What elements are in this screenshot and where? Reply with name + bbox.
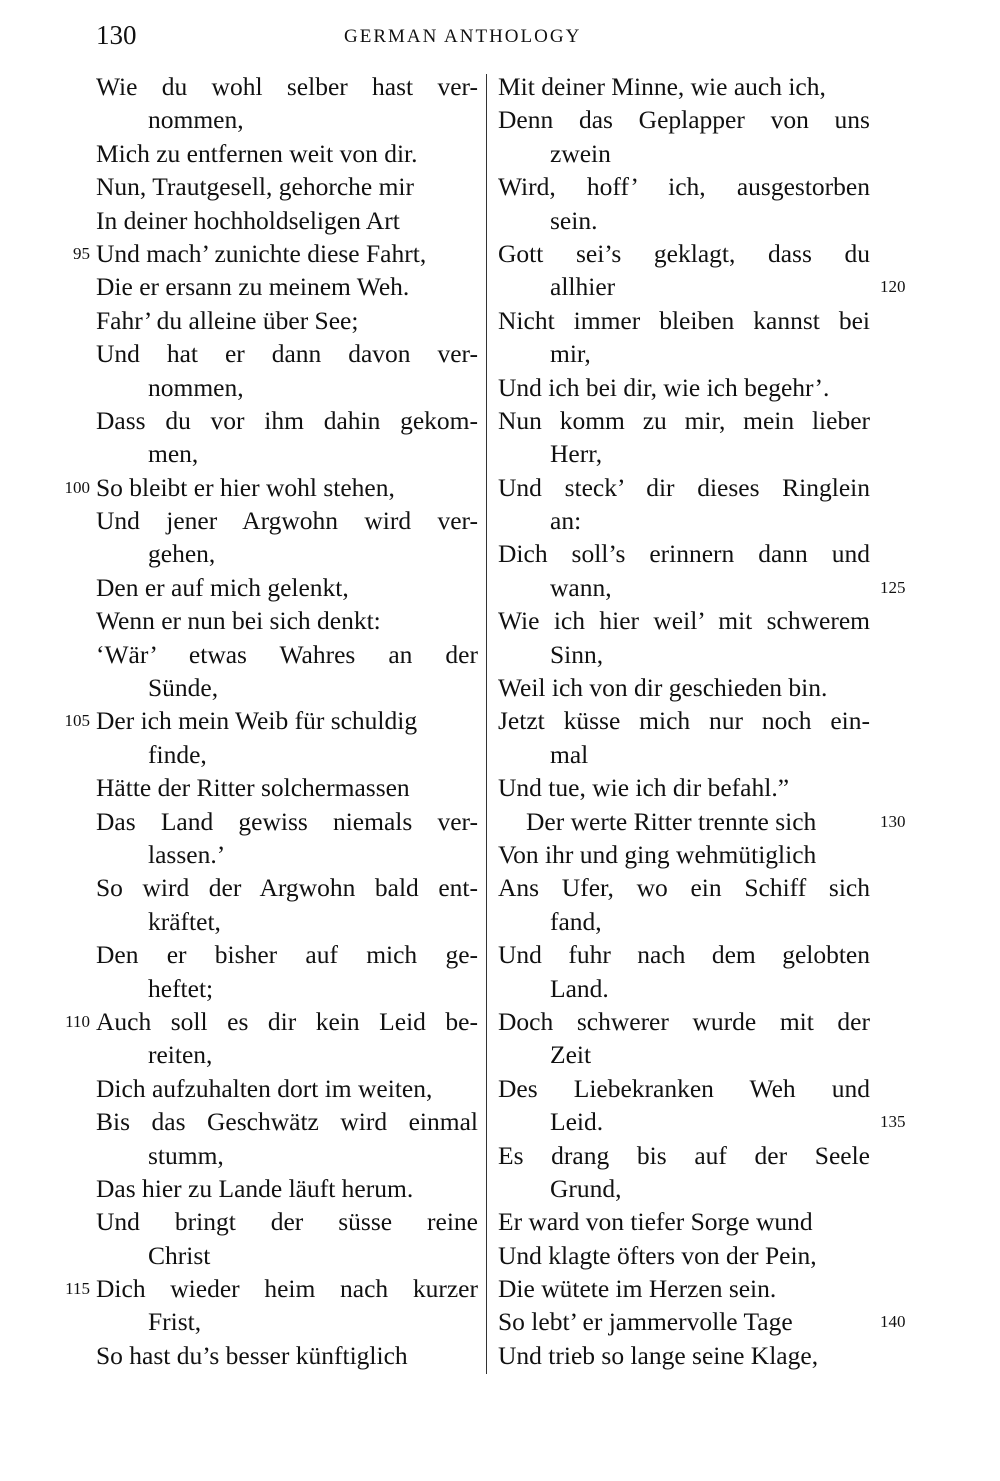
verse-line [96, 1239, 478, 1272]
verse-text: Dich wieder heim nach kurzer [96, 1274, 478, 1304]
verse-line [498, 1272, 870, 1305]
line-number: 135 [880, 1112, 906, 1132]
verse-line [96, 371, 478, 404]
verse-text: Dich soll’s erinnern dann und [498, 539, 870, 569]
verse-line [498, 337, 870, 370]
verse-text: Denn das Geplapper von uns [498, 105, 870, 135]
verse-text: Und steck’ dir dieses Ringlein [498, 472, 870, 502]
verse-line [498, 70, 870, 103]
line-number: 105 [64, 711, 90, 731]
line-number: 125 [880, 577, 906, 597]
verse-text: Wird, hoff’ ich, ausgestorben [498, 172, 870, 202]
verse-line [498, 604, 870, 637]
verse-text: finde, [148, 739, 207, 769]
verse-text: Und fuhr nach dem gelobten [498, 940, 870, 970]
line-number: 120 [880, 277, 906, 297]
page-number: 130 [96, 20, 137, 50]
verse-line [498, 671, 870, 704]
verse-line [96, 571, 478, 604]
verse-text: nommen, [148, 372, 244, 402]
verse-text: Es drang bis auf der Seele [498, 1140, 870, 1170]
verse-line [96, 70, 478, 103]
verse-line [498, 103, 870, 136]
verse-text: Und jener Argwohn wird ver- [96, 506, 478, 536]
verse-line [64, 471, 478, 504]
verse-text: Doch schwerer wurde mit der [498, 1006, 870, 1036]
verse-text: Leid. [550, 1107, 604, 1137]
verse-text: Sinn, [550, 639, 604, 669]
right-column [498, 70, 906, 1372]
verse-line [96, 103, 478, 136]
verse-text: Und bringt der süsse reine [96, 1207, 478, 1237]
verse-text: In deiner hochholdseligen Art [96, 205, 400, 235]
verse-text: Dass du vor ihm dahin gekom- [96, 405, 478, 435]
verse-line [498, 838, 870, 871]
verse-line [498, 537, 870, 570]
line-number: 115 [65, 1279, 90, 1299]
line-number: 110 [65, 1011, 90, 1031]
verse-text: Wenn er nun bei sich denkt: [96, 606, 381, 636]
verse-text: Wie ich hier weil’ mit schwerem [498, 606, 870, 636]
verse-line [96, 972, 478, 1005]
verse-text: Jetzt küsse mich nur noch ein- [498, 706, 870, 736]
verse-text: So wird der Argwohn bald ent- [96, 873, 478, 903]
verse-text: Weil ich von dir geschieden bin. [498, 673, 828, 703]
verse-line [96, 1038, 478, 1071]
verse-text: So lebt’ er jammervolle Tage [498, 1307, 793, 1337]
verse-text: Und klagte öfters von der Pein, [498, 1240, 817, 1270]
verse-line [498, 1239, 870, 1272]
verse-line [96, 337, 478, 370]
verse-line [498, 371, 870, 404]
verse-line [96, 771, 478, 804]
verse-text: Sünde, [148, 673, 219, 703]
verse-text: allhier [550, 272, 616, 302]
verse-text: Nun komm zu mir, mein lieber [498, 405, 870, 435]
verse-line [73, 237, 478, 270]
verse-text: Die er ersann zu meinem Weh. [96, 272, 410, 302]
verse-line [96, 905, 478, 938]
verse-text: Grund, [550, 1173, 622, 1203]
verse-text: Das hier zu Lande läuft herum. [96, 1173, 414, 1203]
verse-text: Ans Ufer, wo ein Schiff sich [498, 873, 870, 903]
verse-text: an: [550, 506, 582, 536]
verse-text: Frist, [148, 1307, 202, 1337]
verse-text: Bis das Geschwätz wird einmal [96, 1107, 478, 1137]
verse-text: Und trieb so lange seine Klage, [498, 1340, 819, 1370]
verse-line [96, 304, 478, 337]
verse-text: Gott sei’s geklagt, dass du [498, 238, 870, 268]
verse-line [498, 437, 870, 470]
verse-line [498, 571, 906, 604]
verse-line [96, 1339, 478, 1372]
verse-text: nommen, [148, 105, 244, 135]
verse-text: Der ich mein Weib für schuldig [96, 706, 418, 736]
verse-line [96, 537, 478, 570]
verse-line [498, 1072, 870, 1105]
verse-line [96, 1305, 478, 1338]
verse-line [498, 204, 870, 237]
verse-line [96, 1072, 478, 1105]
verse-text: men, [148, 439, 199, 469]
verse-line [498, 1172, 870, 1205]
verse-line [498, 304, 870, 337]
verse-line [498, 771, 870, 804]
verse-text: Er ward von tiefer Sorge wund [498, 1207, 813, 1237]
verse-line [498, 404, 870, 437]
verse-text: Mich zu entfernen weit von dir. [96, 138, 418, 168]
line-number: 95 [73, 243, 90, 263]
running-head: GERMAN ANTHOLOGY [344, 26, 582, 47]
verse-line [96, 604, 478, 637]
verse-line [96, 204, 478, 237]
verse-text: heftet; [148, 973, 214, 1003]
verse-line [498, 471, 870, 504]
verse-line [96, 1139, 478, 1172]
verse-line [96, 1205, 478, 1238]
verse-line [96, 838, 478, 871]
verse-text: Zeit [550, 1040, 592, 1070]
verse-line [96, 1172, 478, 1205]
verse-line [498, 905, 870, 938]
verse-line [498, 137, 870, 170]
verse-text: Den er auf mich gelenkt, [96, 572, 349, 602]
verse-text: Fahr’ du alleine über See; [96, 305, 359, 335]
line-number: 130 [880, 811, 906, 831]
verse-text: lassen.’ [148, 839, 226, 869]
verse-text: Des Liebekranken Weh und [498, 1073, 870, 1103]
verse-text: Land. [550, 973, 609, 1003]
verse-line [498, 1005, 870, 1038]
column-divider [486, 74, 487, 1374]
verse-text: Christ [148, 1240, 211, 1270]
verse-text: So hast du’s besser künftiglich [96, 1340, 408, 1370]
verse-text: Der werte Ritter trennte sich [526, 806, 817, 836]
verse-line [96, 504, 478, 537]
verse-line [96, 137, 478, 170]
verse-text: Dich aufzuhalten dort im weiten, [96, 1073, 433, 1103]
verse-line [64, 704, 478, 737]
verse-line [498, 504, 870, 537]
verse-text: Und ich bei dir, wie ich begehr’. [498, 372, 830, 402]
verse-text: Hätte der Ritter solchermassen [96, 773, 410, 803]
verse-text: Mit deiner Minne, wie auch ich, [498, 72, 826, 101]
verse-text: Nun, Trautgesell, gehorche mir [96, 172, 414, 202]
verse-line [498, 938, 870, 971]
verse-text: Und tue, wie ich dir befahl.” [498, 773, 790, 803]
verse-text: zwein [550, 138, 611, 168]
verse-line [498, 704, 870, 737]
verse-text: gehen, [148, 539, 216, 569]
verse-line [96, 738, 478, 771]
verse-text: fand, [550, 906, 602, 936]
verse-text: Und hat er dann davon ver- [96, 339, 478, 369]
verse-line [498, 1305, 906, 1338]
left-column [64, 70, 478, 1372]
verse-text: mir, [550, 339, 591, 369]
verse-line [498, 1139, 870, 1172]
verse-text: So bleibt er hier wohl stehen, [96, 472, 395, 502]
verse-text: Auch soll es dir kein Leid be- [96, 1006, 478, 1036]
verse-text: stumm, [148, 1140, 224, 1170]
verse-line [498, 270, 906, 303]
verse-text: wann, [550, 572, 612, 602]
verse-text: Herr, [550, 439, 603, 469]
verse-line [96, 1105, 478, 1138]
verse-line [96, 871, 478, 904]
verse-line [65, 1272, 478, 1305]
verse-line [96, 938, 478, 971]
verse-line [498, 638, 870, 671]
verse-line [498, 237, 870, 270]
verse-line [498, 1105, 906, 1138]
verse-text: mal [550, 739, 589, 769]
verse-line [96, 170, 478, 203]
verse-line [498, 805, 906, 838]
verse-text: Und mach’ zunichte diese Fahrt, [96, 238, 427, 268]
verse-line [498, 972, 870, 1005]
verse-text: kräftet, [148, 906, 221, 936]
verse-line [96, 671, 478, 704]
verse-line [498, 871, 870, 904]
verse-text: sein. [550, 205, 598, 235]
verse-line [498, 170, 870, 203]
verse-text: Den er bisher auf mich ge- [96, 940, 478, 970]
verse-text: Das Land gewiss niemals ver- [96, 806, 478, 836]
verse-line [498, 1205, 870, 1238]
verse-text: Von ihr und ging wehmütiglich [498, 839, 817, 869]
verse-text: ‘Wär’ etwas Wahres an der [96, 639, 478, 669]
verse-line [498, 738, 870, 771]
verse-line [96, 638, 478, 671]
verse-text: reiten, [148, 1040, 213, 1070]
verse-text: Nicht immer bleiben kannst bei [498, 305, 870, 335]
verse-text: Wie du wohl selber hast ver- [96, 72, 478, 101]
line-number: 140 [880, 1312, 906, 1332]
verse-line [498, 1339, 870, 1372]
verse-line [498, 1038, 870, 1071]
verse-text: Die wütete im Herzen sein. [498, 1274, 777, 1304]
verse-line [96, 437, 478, 470]
verse-line [65, 1005, 478, 1038]
verse-line [96, 805, 478, 838]
verse-line [96, 404, 478, 437]
line-number: 100 [64, 477, 90, 497]
verse-line [96, 270, 478, 303]
